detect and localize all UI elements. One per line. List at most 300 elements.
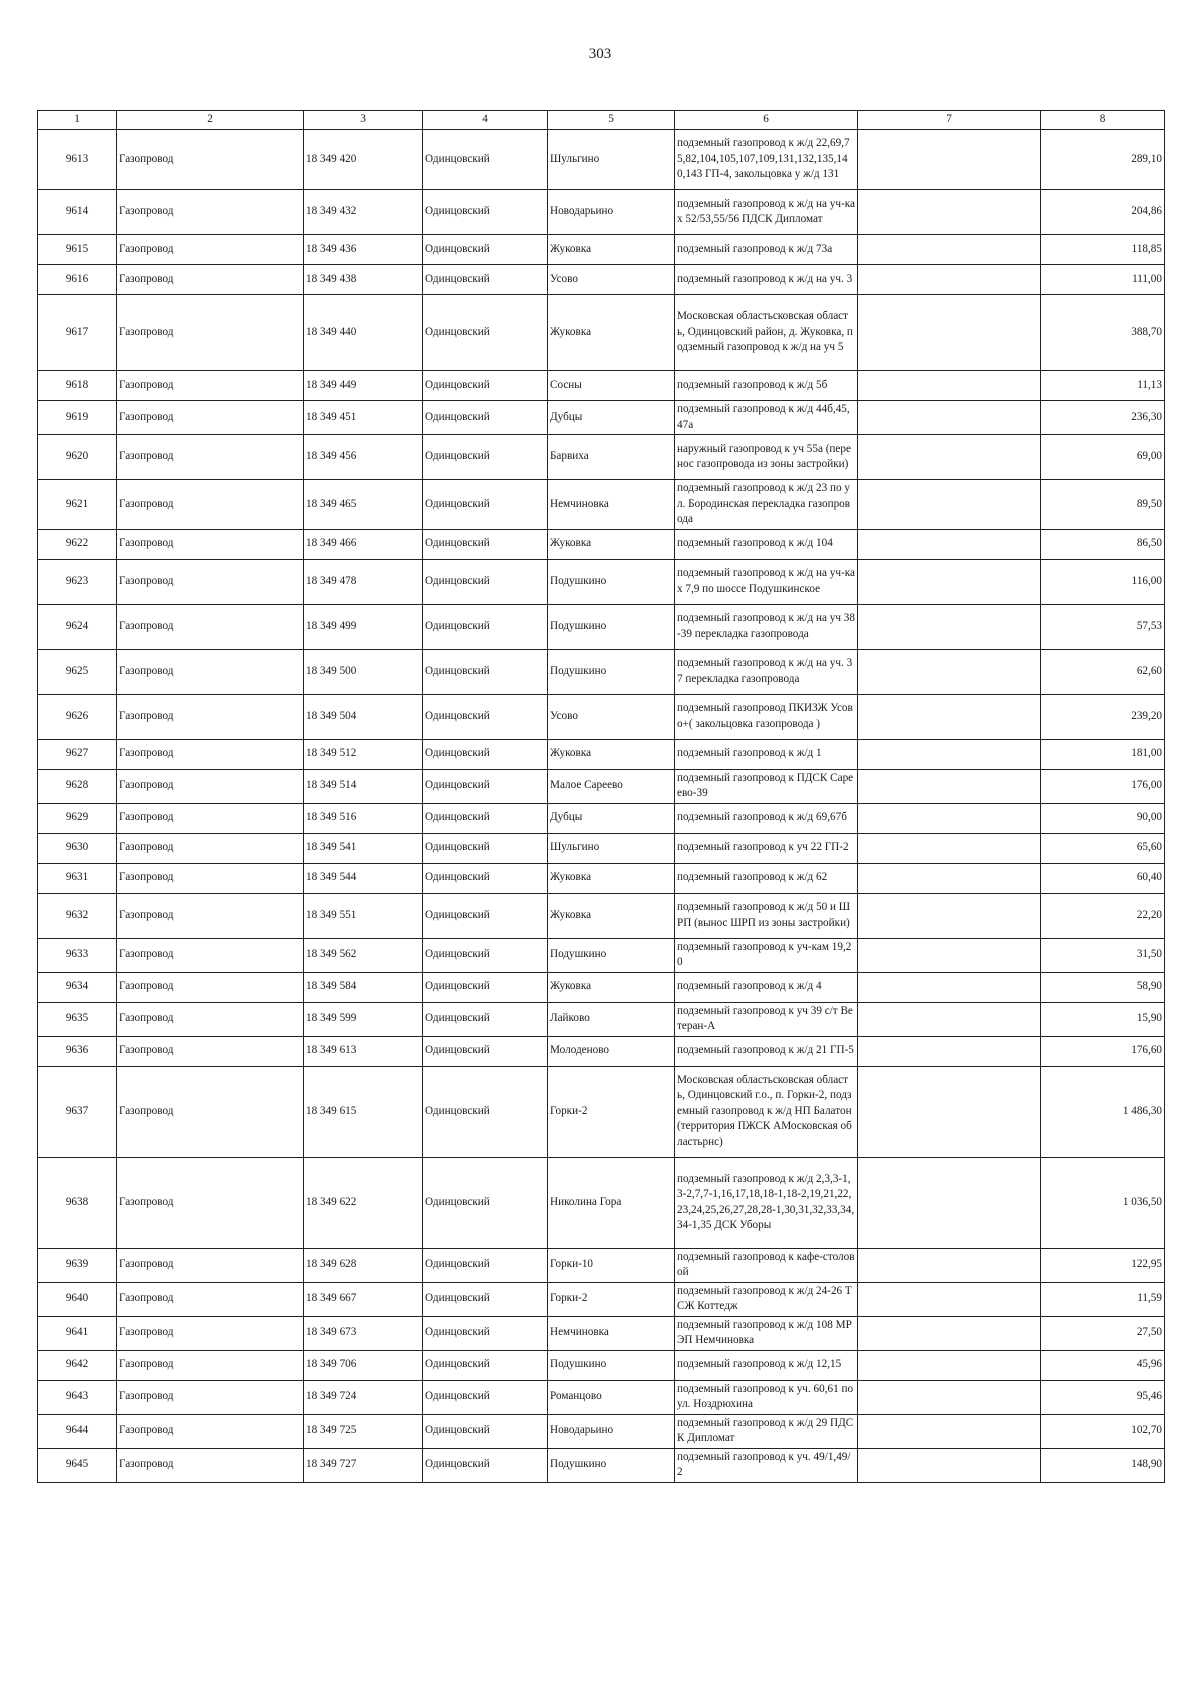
description-cell: подземный газопровод к ж/д 1	[675, 739, 858, 769]
table-row	[38, 1448, 1165, 1482]
row-number-cell: 9645	[38, 1448, 117, 1482]
object-type-cell: Газопровод	[117, 295, 304, 371]
table-row	[38, 295, 1165, 371]
column-7-cell	[858, 1316, 1041, 1350]
locality-cell: Жуковка	[548, 863, 675, 893]
table-row	[38, 769, 1165, 803]
length-value-cell: 57,53	[1041, 604, 1165, 649]
code-cell: 18 349 500	[304, 649, 423, 694]
row-number-cell: 9631	[38, 863, 117, 893]
description-cell: подземный газопровод ПКИЗЖ Усово+( закольцовка газопровода )	[675, 694, 858, 739]
page-number: 303	[588, 46, 612, 62]
code-cell: 18 349 512	[304, 739, 423, 769]
locality-cell: Жуковка	[548, 295, 675, 371]
column-header: 8	[1041, 111, 1165, 130]
column-7-cell	[858, 265, 1041, 295]
code-cell: 18 349 613	[304, 1036, 423, 1066]
locality-cell: Жуковка	[548, 235, 675, 265]
object-type-cell: Газопровод	[117, 1066, 304, 1157]
length-value-cell: 60,40	[1041, 863, 1165, 893]
district-cell: Одинцовский	[423, 938, 548, 972]
row-number-cell: 9621	[38, 480, 117, 530]
code-cell: 18 349 514	[304, 769, 423, 803]
table-row	[38, 1350, 1165, 1380]
column-7-cell	[858, 769, 1041, 803]
description-cell: подземный газопровод к ж/д 69,67б	[675, 803, 858, 833]
district-cell: Одинцовский	[423, 604, 548, 649]
object-type-cell: Газопровод	[117, 235, 304, 265]
row-number-cell: 9620	[38, 435, 117, 480]
column-7-cell	[858, 833, 1041, 863]
table-row	[38, 863, 1165, 893]
column-7-cell	[858, 972, 1041, 1002]
table-row	[38, 1316, 1165, 1350]
object-type-cell: Газопровод	[117, 1282, 304, 1316]
table-row	[38, 480, 1165, 530]
column-7-cell	[858, 130, 1041, 190]
code-cell: 18 349 440	[304, 295, 423, 371]
length-value-cell: 148,90	[1041, 1448, 1165, 1482]
district-cell: Одинцовский	[423, 1066, 548, 1157]
table-row	[38, 1002, 1165, 1036]
object-type-cell: Газопровод	[117, 604, 304, 649]
code-cell: 18 349 466	[304, 529, 423, 559]
row-number-cell: 9615	[38, 235, 117, 265]
row-number-cell: 9630	[38, 833, 117, 863]
row-number-cell: 9635	[38, 1002, 117, 1036]
table-row	[38, 893, 1165, 938]
length-value-cell: 239,20	[1041, 694, 1165, 739]
locality-cell: Подушкино	[548, 649, 675, 694]
district-cell: Одинцовский	[423, 769, 548, 803]
row-number-cell: 9638	[38, 1157, 117, 1248]
code-cell: 18 349 420	[304, 130, 423, 190]
gas-pipeline-registry-table	[37, 110, 1165, 1483]
column-7-cell	[858, 1350, 1041, 1380]
object-type-cell: Газопровод	[117, 1350, 304, 1380]
locality-cell: Усово	[548, 694, 675, 739]
locality-cell: Усово	[548, 265, 675, 295]
object-type-cell: Газопровод	[117, 1316, 304, 1350]
district-cell: Одинцовский	[423, 1414, 548, 1448]
table-row	[38, 529, 1165, 559]
row-number-cell: 9640	[38, 1282, 117, 1316]
column-7-cell	[858, 1066, 1041, 1157]
district-cell: Одинцовский	[423, 480, 548, 530]
district-cell: Одинцовский	[423, 371, 548, 401]
locality-cell: Подушкино	[548, 1448, 675, 1482]
column-7-cell	[858, 1157, 1041, 1248]
locality-cell: Романцово	[548, 1380, 675, 1414]
description-cell: подземный газопровод к уч. 60,61 по ул. Ноздрюхина	[675, 1380, 858, 1414]
locality-cell: Сосны	[548, 371, 675, 401]
locality-cell: Шульгино	[548, 833, 675, 863]
description-cell: подземный газопровод к ж/д на уч 38-39 перекладка газопровода	[675, 604, 858, 649]
column-7-cell	[858, 435, 1041, 480]
district-cell: Одинцовский	[423, 1350, 548, 1380]
locality-cell: Подушкино	[548, 938, 675, 972]
object-type-cell: Газопровод	[117, 1002, 304, 1036]
length-value-cell: 89,50	[1041, 480, 1165, 530]
code-cell: 18 349 544	[304, 863, 423, 893]
table-row	[38, 1380, 1165, 1414]
length-value-cell: 289,10	[1041, 130, 1165, 190]
district-cell: Одинцовский	[423, 694, 548, 739]
length-value-cell: 1 036,50	[1041, 1157, 1165, 1248]
row-number-cell: 9616	[38, 265, 117, 295]
row-number-cell: 9618	[38, 371, 117, 401]
description-cell: подземный газопровод к ж/д на уч. 3	[675, 265, 858, 295]
locality-cell: Немчиновка	[548, 480, 675, 530]
table-row	[38, 803, 1165, 833]
description-cell: подземный газопровод к уч-кам 19,20	[675, 938, 858, 972]
description-cell: подземный газопровод к ж/д 108 МРЭП Немчиновка	[675, 1316, 858, 1350]
district-cell: Одинцовский	[423, 972, 548, 1002]
column-7-cell	[858, 1380, 1041, 1414]
column-7-cell	[858, 694, 1041, 739]
table-row	[38, 371, 1165, 401]
length-value-cell: 118,85	[1041, 235, 1165, 265]
district-cell: Одинцовский	[423, 739, 548, 769]
locality-cell: Новодарьино	[548, 190, 675, 235]
description-cell: подземный газопровод к ж/д на уч-ках 7,9 по шоссе Подушкинское	[675, 559, 858, 604]
table-row	[38, 739, 1165, 769]
description-cell: подземный газопровод к ж/д 23 по ул. Бородинская перекладка газопровода	[675, 480, 858, 530]
column-header: 1	[38, 111, 117, 130]
column-7-cell	[858, 803, 1041, 833]
object-type-cell: Газопровод	[117, 1036, 304, 1066]
description-cell: подземный газопровод к уч 22 ГП-2	[675, 833, 858, 863]
length-value-cell: 11,13	[1041, 371, 1165, 401]
object-type-cell: Газопровод	[117, 401, 304, 435]
length-value-cell: 62,60	[1041, 649, 1165, 694]
code-cell: 18 349 706	[304, 1350, 423, 1380]
description-cell: подземный газопровод к ж/д 73а	[675, 235, 858, 265]
row-number-cell: 9625	[38, 649, 117, 694]
district-cell: Одинцовский	[423, 295, 548, 371]
table-body	[38, 130, 1165, 1483]
description-cell: подземный газопровод к уч 39 с/т Ветеран-А	[675, 1002, 858, 1036]
code-cell: 18 349 584	[304, 972, 423, 1002]
column-header: 3	[304, 111, 423, 130]
district-cell: Одинцовский	[423, 1316, 548, 1350]
code-cell: 18 349 725	[304, 1414, 423, 1448]
locality-cell: Барвиха	[548, 435, 675, 480]
district-cell: Одинцовский	[423, 265, 548, 295]
table-row	[38, 1036, 1165, 1066]
district-cell: Одинцовский	[423, 401, 548, 435]
description-cell: подземный газопровод к ж/д 29 ПДСК Дипломат	[675, 1414, 858, 1448]
object-type-cell: Газопровод	[117, 130, 304, 190]
locality-cell: Николина Гора	[548, 1157, 675, 1248]
object-type-cell: Газопровод	[117, 649, 304, 694]
code-cell: 18 349 516	[304, 803, 423, 833]
district-cell: Одинцовский	[423, 1380, 548, 1414]
table-row	[38, 190, 1165, 235]
description-cell: наружный газопровод к уч 55а (перенос газопровода из зоны застройки)	[675, 435, 858, 480]
row-number-cell: 9644	[38, 1414, 117, 1448]
object-type-cell: Газопровод	[117, 435, 304, 480]
object-type-cell: Газопровод	[117, 1414, 304, 1448]
district-cell: Одинцовский	[423, 1157, 548, 1248]
locality-cell: Жуковка	[548, 529, 675, 559]
table-row	[38, 235, 1165, 265]
district-cell: Одинцовский	[423, 1282, 548, 1316]
locality-cell: Лайково	[548, 1002, 675, 1036]
column-7-cell	[858, 401, 1041, 435]
column-7-cell	[858, 1448, 1041, 1482]
table-row	[38, 130, 1165, 190]
row-number-cell: 9626	[38, 694, 117, 739]
table-row	[38, 938, 1165, 972]
table-row	[38, 1066, 1165, 1157]
district-cell: Одинцовский	[423, 1002, 548, 1036]
row-number-cell: 9636	[38, 1036, 117, 1066]
row-number-cell: 9623	[38, 559, 117, 604]
code-cell: 18 349 615	[304, 1066, 423, 1157]
object-type-cell: Газопровод	[117, 863, 304, 893]
code-cell: 18 349 541	[304, 833, 423, 863]
district-cell: Одинцовский	[423, 833, 548, 863]
column-7-cell	[858, 604, 1041, 649]
column-header: 7	[858, 111, 1041, 130]
object-type-cell: Газопровод	[117, 769, 304, 803]
table-row	[38, 401, 1165, 435]
locality-cell: Новодарьино	[548, 1414, 675, 1448]
row-number-cell: 9634	[38, 972, 117, 1002]
length-value-cell: 65,60	[1041, 833, 1165, 863]
object-type-cell: Газопровод	[117, 480, 304, 530]
description-cell: подземный газопровод к ж/д 50 и ШРП (вынос ШРП из зоны застройки)	[675, 893, 858, 938]
table-row	[38, 833, 1165, 863]
length-value-cell: 204,86	[1041, 190, 1165, 235]
locality-cell: Жуковка	[548, 972, 675, 1002]
row-number-cell: 9633	[38, 938, 117, 972]
length-value-cell: 69,00	[1041, 435, 1165, 480]
description-cell: подземный газопровод к ж/д 22,69,75,82,104,105,107,109,131,132,135,140,143 ГП-4, закольцовка у ж/д 131	[675, 130, 858, 190]
code-cell: 18 349 465	[304, 480, 423, 530]
row-number-cell: 9617	[38, 295, 117, 371]
district-cell: Одинцовский	[423, 190, 548, 235]
locality-cell: Шульгино	[548, 130, 675, 190]
length-value-cell: 90,00	[1041, 803, 1165, 833]
code-cell: 18 349 456	[304, 435, 423, 480]
length-value-cell: 236,30	[1041, 401, 1165, 435]
row-number-cell: 9627	[38, 739, 117, 769]
description-cell: подземный газопровод к уч. 49/1,49/2	[675, 1448, 858, 1482]
object-type-cell: Газопровод	[117, 371, 304, 401]
length-value-cell: 15,90	[1041, 1002, 1165, 1036]
locality-cell: Дубцы	[548, 803, 675, 833]
locality-cell: Молоденово	[548, 1036, 675, 1066]
length-value-cell: 176,60	[1041, 1036, 1165, 1066]
column-header: 6	[675, 111, 858, 130]
code-cell: 18 349 451	[304, 401, 423, 435]
description-cell: подземный газопровод к ж/д 44б,45,47а	[675, 401, 858, 435]
district-cell: Одинцовский	[423, 1036, 548, 1066]
district-cell: Одинцовский	[423, 1248, 548, 1282]
length-value-cell: 176,00	[1041, 769, 1165, 803]
district-cell: Одинцовский	[423, 235, 548, 265]
object-type-cell: Газопровод	[117, 938, 304, 972]
row-number-cell: 9619	[38, 401, 117, 435]
code-cell: 18 349 599	[304, 1002, 423, 1036]
object-type-cell: Газопровод	[117, 739, 304, 769]
locality-cell: Подушкино	[548, 559, 675, 604]
row-number-cell: 9628	[38, 769, 117, 803]
table-row	[38, 559, 1165, 604]
code-cell: 18 349 449	[304, 371, 423, 401]
object-type-cell: Газопровод	[117, 1448, 304, 1482]
description-cell: подземный газопровод к кафе-столовой	[675, 1248, 858, 1282]
locality-cell: Горки-2	[548, 1282, 675, 1316]
description-cell: подземный газопровод к ПДСК Сареево-39	[675, 769, 858, 803]
header-row	[38, 111, 1165, 130]
description-cell: подземный газопровод к ж/д на уч. 37 перекладка газопровода	[675, 649, 858, 694]
code-cell: 18 349 673	[304, 1316, 423, 1350]
column-7-cell	[858, 1248, 1041, 1282]
table-row	[38, 972, 1165, 1002]
row-number-cell: 9642	[38, 1350, 117, 1380]
length-value-cell: 27,50	[1041, 1316, 1165, 1350]
row-number-cell: 9637	[38, 1066, 117, 1157]
code-cell: 18 349 727	[304, 1448, 423, 1482]
row-number-cell: 9641	[38, 1316, 117, 1350]
object-type-cell: Газопровод	[117, 265, 304, 295]
object-type-cell: Газопровод	[117, 1157, 304, 1248]
description-cell: Московская областьсковская область, Одинцовский г.о., п. Горки-2, подземный газопровод к ж/д НП Балатон (территория ПЖСК АМосковская областьрнс)	[675, 1066, 858, 1157]
length-value-cell: 102,70	[1041, 1414, 1165, 1448]
object-type-cell: Газопровод	[117, 190, 304, 235]
district-cell: Одинцовский	[423, 649, 548, 694]
column-header: 2	[117, 111, 304, 130]
row-number-cell: 9632	[38, 893, 117, 938]
object-type-cell: Газопровод	[117, 1248, 304, 1282]
object-type-cell: Газопровод	[117, 529, 304, 559]
length-value-cell: 11,59	[1041, 1282, 1165, 1316]
locality-cell: Горки-10	[548, 1248, 675, 1282]
description-cell: подземный газопровод к ж/д 104	[675, 529, 858, 559]
table-row	[38, 1282, 1165, 1316]
description-cell: подземный газопровод к ж/д 21 ГП-5	[675, 1036, 858, 1066]
row-number-cell: 9622	[38, 529, 117, 559]
description-cell: Московская областьсковская область, Одинцовский район, д. Жуковка, подземный газопровод к ж/д на уч 5	[675, 295, 858, 371]
object-type-cell: Газопровод	[117, 833, 304, 863]
code-cell: 18 349 622	[304, 1157, 423, 1248]
table-row	[38, 1414, 1165, 1448]
row-number-cell: 9624	[38, 604, 117, 649]
row-number-cell: 9613	[38, 130, 117, 190]
code-cell: 18 349 504	[304, 694, 423, 739]
column-7-cell	[858, 235, 1041, 265]
column-7-cell	[858, 739, 1041, 769]
table-row	[38, 604, 1165, 649]
code-cell: 18 349 438	[304, 265, 423, 295]
locality-cell: Горки-2	[548, 1066, 675, 1157]
column-7-cell	[858, 893, 1041, 938]
code-cell: 18 349 551	[304, 893, 423, 938]
column-header: 5	[548, 111, 675, 130]
column-7-cell	[858, 1282, 1041, 1316]
description-cell: подземный газопровод к ж/д 5б	[675, 371, 858, 401]
column-7-cell	[858, 938, 1041, 972]
locality-cell: Жуковка	[548, 739, 675, 769]
length-value-cell: 111,00	[1041, 265, 1165, 295]
table-row	[38, 1248, 1165, 1282]
description-cell: подземный газопровод к ж/д 4	[675, 972, 858, 1002]
code-cell: 18 349 478	[304, 559, 423, 604]
object-type-cell: Газопровод	[117, 803, 304, 833]
column-7-cell	[858, 190, 1041, 235]
table-row	[38, 694, 1165, 739]
table-row	[38, 1157, 1165, 1248]
column-7-cell	[858, 1036, 1041, 1066]
district-cell: Одинцовский	[423, 1448, 548, 1482]
locality-cell: Дубцы	[548, 401, 675, 435]
code-cell: 18 349 436	[304, 235, 423, 265]
district-cell: Одинцовский	[423, 863, 548, 893]
locality-cell: Жуковка	[548, 893, 675, 938]
district-cell: Одинцовский	[423, 130, 548, 190]
column-7-cell	[858, 371, 1041, 401]
length-value-cell: 45,96	[1041, 1350, 1165, 1380]
description-cell: подземный газопровод к ж/д 62	[675, 863, 858, 893]
column-7-cell	[858, 1002, 1041, 1036]
description-cell: подземный газопровод к ж/д 2,3,3-1,3-2,7,7-1,16,17,18,18-1,18-2,19,21,22,23,24,25,26,27,28,28-1,30,31,32,33,34,34-1,35 ДСК Уборы	[675, 1157, 858, 1248]
column-7-cell	[858, 559, 1041, 604]
description-cell: подземный газопровод к ж/д 24-26 ТСЖ Коттедж	[675, 1282, 858, 1316]
length-value-cell: 388,70	[1041, 295, 1165, 371]
column-7-cell	[858, 863, 1041, 893]
length-value-cell: 58,90	[1041, 972, 1165, 1002]
length-value-cell: 22,20	[1041, 893, 1165, 938]
description-cell: подземный газопровод к ж/д на уч-ках 52/53,55/56 ПДСК Дипломат	[675, 190, 858, 235]
district-cell: Одинцовский	[423, 893, 548, 938]
length-value-cell: 86,50	[1041, 529, 1165, 559]
code-cell: 18 349 432	[304, 190, 423, 235]
object-type-cell: Газопровод	[117, 893, 304, 938]
locality-cell: Немчиновка	[548, 1316, 675, 1350]
locality-cell: Малое Сареево	[548, 769, 675, 803]
column-header: 4	[423, 111, 548, 130]
length-value-cell: 181,00	[1041, 739, 1165, 769]
table-row	[38, 435, 1165, 480]
description-cell: подземный газопровод к ж/д 12,15	[675, 1350, 858, 1380]
code-cell: 18 349 628	[304, 1248, 423, 1282]
length-value-cell: 95,46	[1041, 1380, 1165, 1414]
length-value-cell: 31,50	[1041, 938, 1165, 972]
length-value-cell: 1 486,30	[1041, 1066, 1165, 1157]
column-7-cell	[858, 649, 1041, 694]
row-number-cell: 9643	[38, 1380, 117, 1414]
length-value-cell: 122,95	[1041, 1248, 1165, 1282]
locality-cell: Подушкино	[548, 1350, 675, 1380]
row-number-cell: 9639	[38, 1248, 117, 1282]
object-type-cell: Газопровод	[117, 559, 304, 604]
district-cell: Одинцовский	[423, 435, 548, 480]
object-type-cell: Газопровод	[117, 1380, 304, 1414]
district-cell: Одинцовский	[423, 529, 548, 559]
table-row	[38, 649, 1165, 694]
object-type-cell: Газопровод	[117, 972, 304, 1002]
row-number-cell: 9614	[38, 190, 117, 235]
column-7-cell	[858, 1414, 1041, 1448]
district-cell: Одинцовский	[423, 559, 548, 604]
column-7-cell	[858, 295, 1041, 371]
row-number-cell: 9629	[38, 803, 117, 833]
code-cell: 18 349 724	[304, 1380, 423, 1414]
code-cell: 18 349 499	[304, 604, 423, 649]
